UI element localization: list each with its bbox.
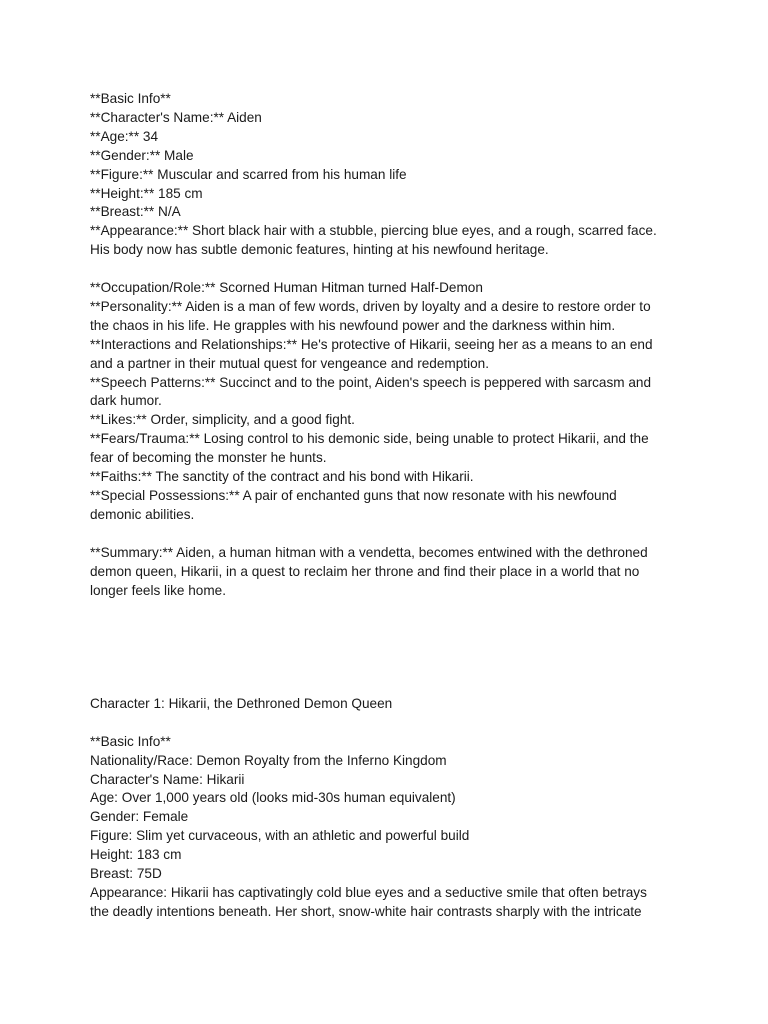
text-line: **Summary:** Aiden, a human hitman with a vendetta, becomes entwined with the dethroned [90,544,648,560]
text-line: **Likes:** Order, simplicity, and a good fight. [90,412,355,428]
hikarii-heading: Character 1: Hikarii, the Dethroned Demon Queen [90,695,393,711]
hikarii-basic-info-section [90,733,680,922]
text-line: demon queen, Hikarii, in a quest to reclaim her throne and find their place in a world that no [90,563,640,579]
text-line: **Faiths:** The sanctity of the contract and his bond with Hikarii. [90,469,474,485]
text-line: **Special Possessions:** A pair of enchanted guns that now resonate with his newfound [90,488,617,504]
text-line: **Character's Name:** Aiden [90,109,262,125]
text-line: **Gender:** Male [90,147,194,163]
text-line: **Fears/Trauma:** Losing control to his demonic side, being unable to protect Hikarii, and the [90,431,649,447]
text-line: His body now has subtle demonic features, hinting at his newfound heritage. [90,242,549,258]
text-line: longer feels like home. [90,582,227,598]
aiden-basic-info-section [90,90,680,260]
text-line: Breast: 75D [90,866,162,882]
text-line: Nationality/Race: Demon Royalty from the Inferno Kingdom [90,752,447,768]
text-line: dark humor. [90,393,162,409]
paragraph-spacer [90,260,680,279]
text-line: fear of becoming the monster he hunts. [90,450,327,466]
text-line: Age: Over 1,000 years old (looks mid-30s human equivalent) [90,790,456,806]
text-line: **Personality:** Aiden is a man of few words, driven by loyalty and a desire to restore order to [90,298,651,314]
text-line: **Figure:** Muscular and scarred from his human life [90,166,407,182]
text-line: **Basic Info** [90,733,171,749]
text-line: **Appearance:** Short black hair with a stubble, piercing blue eyes, and a rough, scarred face. [90,223,657,239]
paragraph-spacer [90,714,680,733]
aiden-details-section [90,279,680,525]
text-line: Appearance: Hikarii has captivatingly cold blue eyes and a seductive smile that often betrays [90,884,647,900]
text-line: Character's Name: Hikarii [90,771,245,787]
text-line: demonic abilities. [90,506,195,522]
text-line: the deadly intentions beneath. Her short, snow-white hair contrasts sharply with the intricate [90,903,642,919]
text-line: Gender: Female [90,809,189,825]
section-spacer [90,600,680,695]
text-line: and a partner in their mutual quest for vengeance and redemption. [90,355,490,371]
paragraph-spacer [90,525,680,544]
text-line: **Basic Info** [90,91,171,106]
text-line: Height: 183 cm [90,847,182,863]
text-line: **Speech Patterns:** Succinct and to the point, Aiden's speech is peppered with sarcasm and [90,374,652,390]
text-line: **Occupation/Role:** Scorned Human Hitman turned Half-Demon [90,280,483,296]
text-line: **Age:** 34 [90,128,159,144]
aiden-summary-section [90,544,680,601]
text-line: the chaos in his life. He grapples with his newfound power and the darkness within him. [90,317,616,333]
text-line: **Breast:** N/A [90,204,181,220]
document-page [90,90,680,922]
text-line: **Interactions and Relationships:** He's protective of Hikarii, seeing her as a means to an end [90,336,653,352]
text-line: Figure: Slim yet curvaceous, with an athletic and powerful build [90,828,470,844]
text-line: **Height:** 185 cm [90,185,203,201]
